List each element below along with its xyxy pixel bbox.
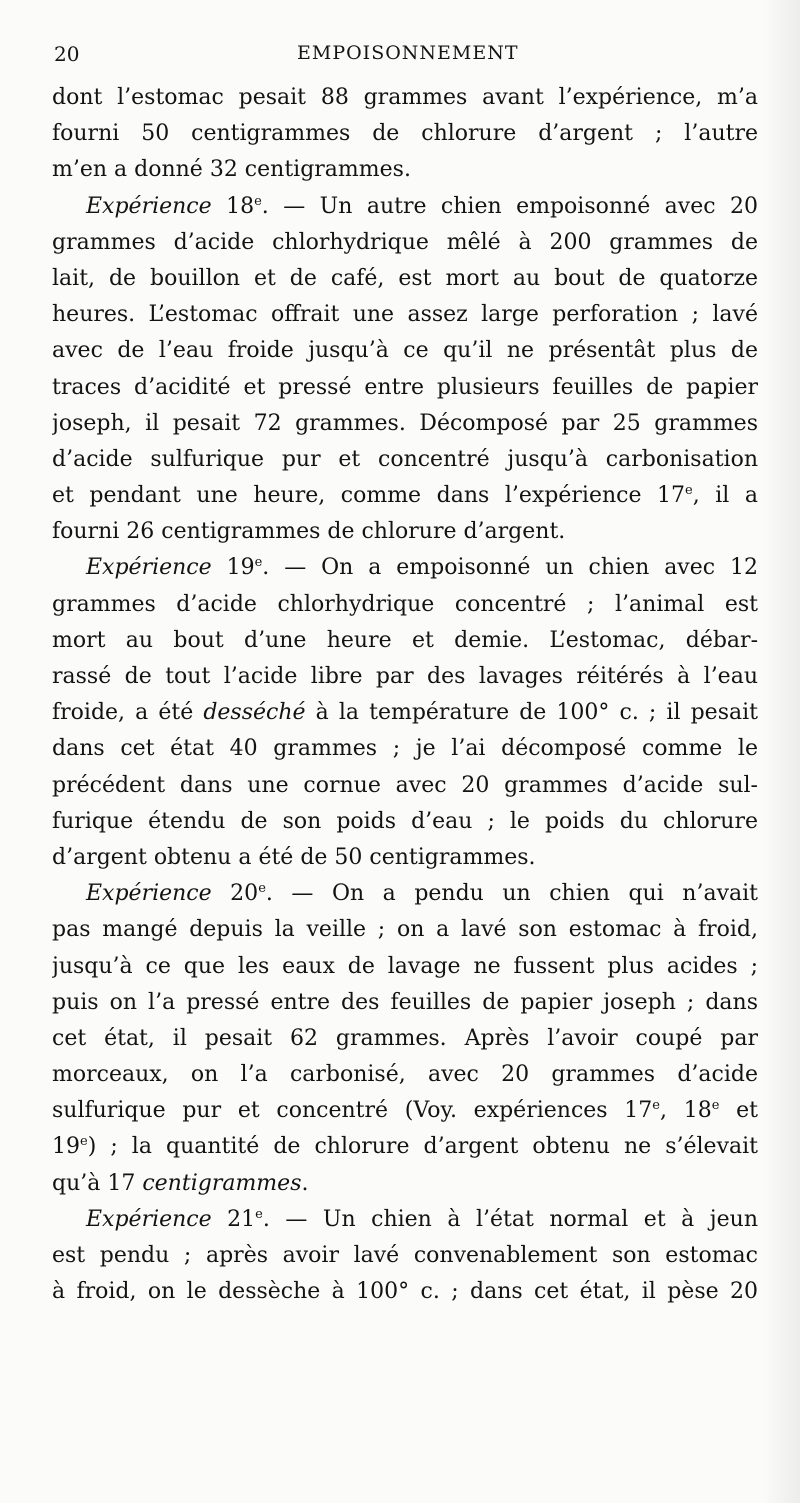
text-line: 19e) ; la quantité de chlorure d’argent obtenu ne s’élevait	[52, 1134, 758, 1160]
text-line: joseph, il pesait 72 grammes. Décomposé par 25 grammes	[52, 410, 758, 436]
page-number: 20	[54, 42, 80, 66]
experiment-label: Expérience	[86, 193, 212, 219]
text-line: morceaux, on l’a carbonisé, avec 20 grammes d’acide	[52, 1062, 758, 1088]
experiment-19-heading-line: Expérience 19e. — On a empoisonné un chien avec 12	[86, 555, 758, 581]
text-line: sulfurique pur et concentré (Voy. expériences 17e, 18e et	[52, 1098, 758, 1124]
experiment-label: Expérience	[86, 555, 212, 581]
text-line: d’argent obtenu a été de 50 centigrammes.	[52, 844, 536, 870]
text-line: traces d’acidité et pressé entre plusieurs feuilles de papier	[52, 374, 758, 400]
text-line: à froid, on le dessèche à 100° c. ; dans cet état, il pèse 20	[52, 1279, 758, 1305]
text-line: dont l’estomac pesait 88 grammes avant l’expérience, m’a	[52, 85, 758, 110]
text-line: grammes d’acide chlorhydrique concentré ; l’animal est	[52, 591, 758, 617]
text-line: et pendant une heure, comme dans l’expérience 17e, il a	[52, 483, 758, 509]
page-header	[54, 42, 754, 72]
experiment-18-heading-line: Expérience 18e. — Un autre chien empoisonné avec 20	[86, 193, 758, 219]
experiment-20-heading-line: Expérience 20e. — On a pendu un chien qui n’avait	[86, 881, 758, 907]
text-line: m’en a donné 32 centigrammes.	[52, 157, 411, 183]
text-line: rassé de tout l’acide libre par des lavages réitérés à l’eau	[52, 664, 758, 689]
text-line: d’acide sulfurique pur et concentré jusqu’à carbonisation	[52, 446, 758, 472]
text-line: dans cet état 40 grammes ; je l’ai décomposé comme le	[52, 736, 758, 762]
running-head: EMPOISONNEMENT	[297, 42, 519, 64]
text-line: fourni 50 centigrammes de chlorure d’argent ; l’autre	[52, 121, 758, 147]
text-line: furique étendu de son poids d’eau ; le poids du chlorure	[52, 808, 758, 834]
text-line: froide, a été desséché à la température de 100° c. ; il pesait	[52, 700, 758, 726]
experiment-21-heading-line: Expérience 21e. — Un chien à l’état normal et à jeun	[86, 1206, 758, 1232]
text-line: grammes d’acide chlorhydrique mêlé à 200 grammes de	[52, 229, 758, 255]
text-line: pas mangé depuis la veille ; on a lavé son estomac à froid,	[52, 917, 758, 943]
experiment-label: Expérience	[86, 881, 212, 907]
text-line: lait, de bouillon et de café, est mort au bout de quatorze	[52, 265, 758, 291]
text-line: jusqu’à ce que les eaux de lavage ne fussent plus acides ;	[52, 953, 758, 979]
text-line: cet état, il pesait 62 grammes. Après l’avoir coupé par	[52, 1025, 758, 1051]
body-text	[52, 80, 758, 1310]
text-line: fourni 26 centigrammes de chlorure d’argent.	[52, 519, 566, 545]
text-line: heures. L’estomac offrait une assez large perforation ; lavé	[52, 302, 758, 328]
text-line: qu’à 17 centigrammes.	[52, 1170, 309, 1196]
page-gutter-shadow	[762, 0, 800, 1503]
text-line: mort au bout d’une heure et demie. L’estomac, débar-	[52, 627, 758, 653]
text-line: avec de l’eau froide jusqu’à ce qu’il ne présentât plus de	[52, 338, 758, 364]
text-line: est pendu ; après avoir lavé convenablement son estomac	[52, 1243, 758, 1268]
experiment-label: Expérience	[86, 1206, 212, 1232]
text-line: puis on l’a pressé entre des feuilles de papier joseph ; dans	[52, 989, 758, 1015]
text-line: précédent dans une cornue avec 20 grammes d’acide sul-	[52, 772, 758, 798]
